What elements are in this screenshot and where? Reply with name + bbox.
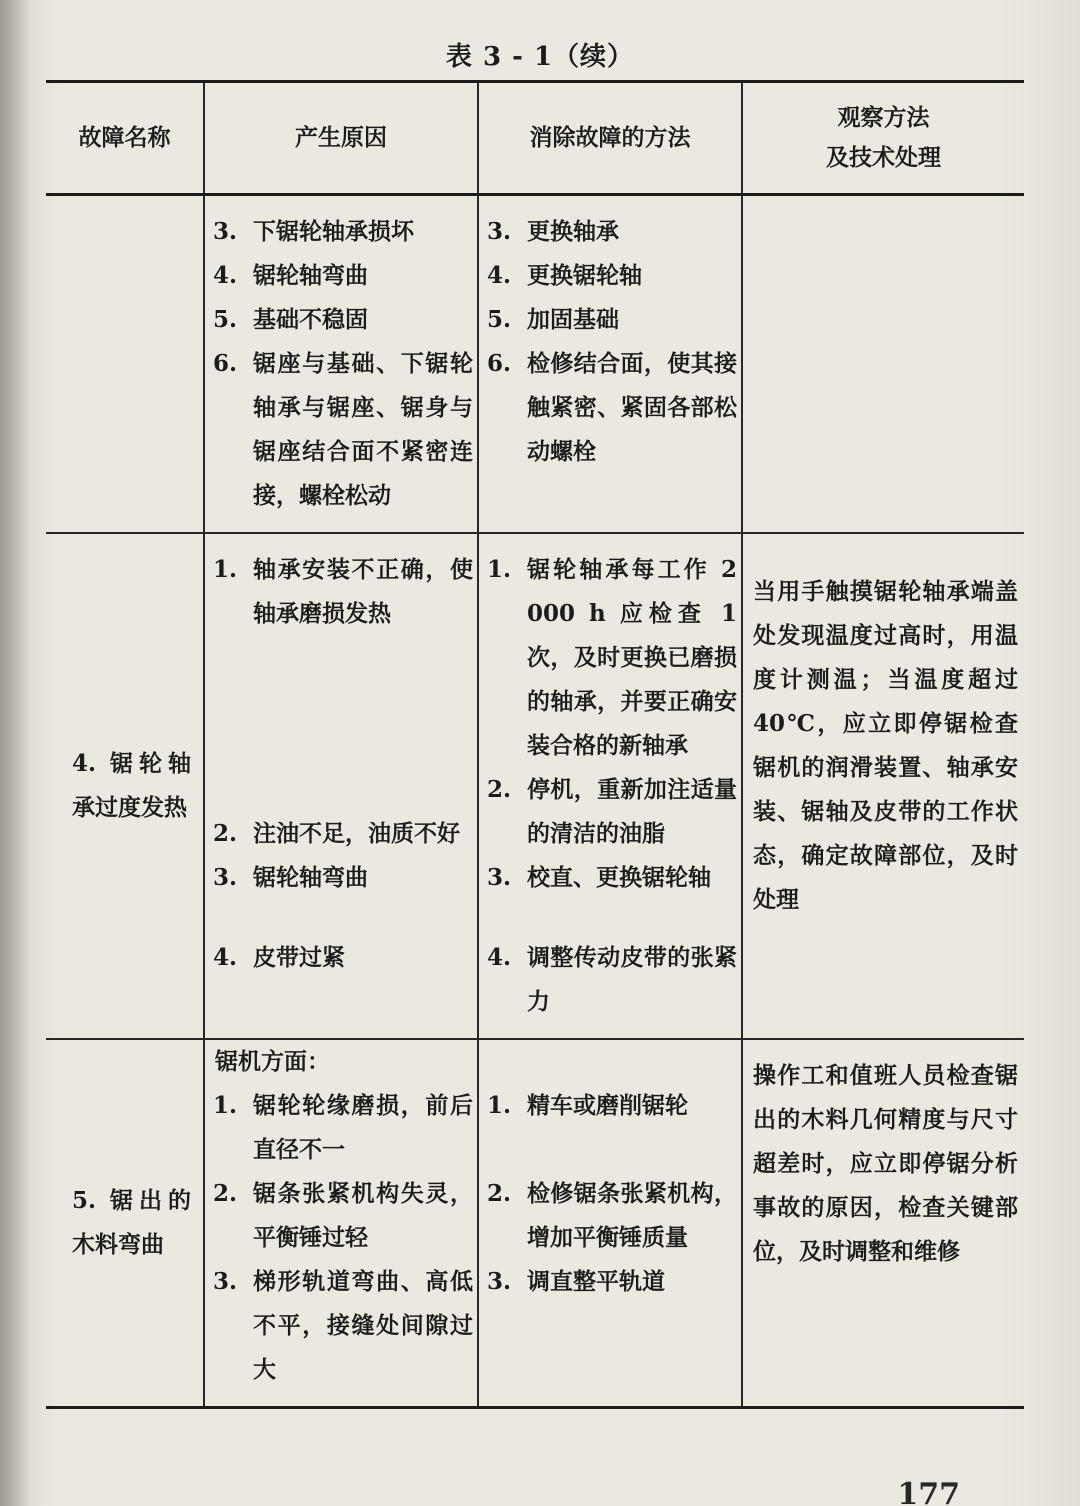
list-item: 3. 更换轴承: [487, 218, 619, 245]
list-item: 3. 梯形轨道弯曲、高低不平，接缝处间隙过大: [213, 1268, 473, 1383]
list-item: 1. 轴承安装不正确，使轴承磨损发热: [213, 556, 473, 627]
method-cell: [478, 1039, 742, 1408]
list-item: 4. 锯轮轴弯曲: [213, 262, 368, 289]
list-item: 4. 更换锯轮轴: [487, 262, 642, 289]
table-title: 表 3 - 1（续）: [445, 42, 635, 72]
list-item: 4. 调整传动皮带的张紧力: [487, 944, 737, 1015]
observation-cell: 当用手触摸锯轮轴承端盖处发现温度过高时，用温度计测温；当温度超过 40℃，应立即停锯检查锯机的润滑装置、轴承安装、锯轴及皮带的工作状态，确定故障部位，及时处理: [742, 533, 1024, 1039]
list-item: 1. 锯轮轮缘磨损，前后直径不一: [213, 1092, 473, 1163]
list-item: 5. 基础不稳固: [213, 306, 368, 333]
observation-cell: [742, 195, 1024, 534]
list-item: 2. 锯条张紧机构失灵，平衡锤过轻: [213, 1180, 473, 1251]
header-cause: 产生原因: [204, 82, 478, 195]
list-item: 3. 锯轮轴弯曲: [213, 864, 368, 891]
list-item: 5. 加固基础: [487, 306, 619, 333]
list-item: 4. 皮带过紧: [213, 944, 345, 971]
fault-name-cell: [46, 195, 204, 534]
list-item: 3. 下锯轮轴承损坏: [213, 218, 414, 245]
table-header-row: [46, 82, 1024, 195]
method-cell: [478, 533, 742, 1039]
page-number: 177: [897, 1477, 960, 1506]
list-item: 2. 注油不足，油质不好: [213, 820, 460, 847]
fault-table: [46, 80, 1024, 1409]
list-item: 1. 锯轮轴承每工作 2 000 h 应检查 1 次，及时更换已磨损的轴承，并要正确安装合格的新轴承: [487, 556, 737, 759]
list-item: 3. 调直整平轨道: [487, 1268, 665, 1295]
cause-cell: [204, 195, 478, 534]
fault-name-cell: 4. 锯轮轴承过度发热: [46, 533, 204, 1039]
header-method: 消除故障的方法: [478, 82, 742, 195]
list-item: 3. 校直、更换锯轮轴: [487, 864, 711, 891]
table-row: [46, 1039, 1024, 1408]
method-cell: [478, 195, 742, 534]
header-fault-name: 故障名称: [46, 82, 204, 195]
list-item: 2. 检修锯条张紧机构，增加平衡锤质量: [487, 1180, 737, 1251]
table-row: [46, 195, 1024, 534]
list-item: 2. 停机，重新加注适量的清洁的油脂: [487, 776, 737, 847]
page-gutter-shadow: [0, 0, 30, 1506]
fault-name-cell: 5. 锯出的木料弯曲: [46, 1039, 204, 1408]
list-item: 6. 锯座与基础、下锯轮轴承与锯座、锯身与锯座结合面不紧密连接，螺栓松动: [213, 350, 473, 509]
list-item: 1. 精车或磨削锯轮: [487, 1092, 688, 1119]
header-observation: 观察方法 及技术处理: [742, 82, 1024, 195]
observation-cell: 操作工和值班人员检查锯出的木料几何精度与尺寸超差时，应立即停锯分析事故的原因，检查关键部位，及时调整和维修: [742, 1039, 1024, 1408]
cause-cell: [204, 533, 478, 1039]
cause-cell: [204, 1039, 478, 1408]
list-item: 6. 检修结合面，使其接触紧密、紧固各部松动螺栓: [487, 350, 737, 465]
cause-subheading: 锯机方面：: [215, 1048, 330, 1075]
table-row: [46, 533, 1024, 1039]
